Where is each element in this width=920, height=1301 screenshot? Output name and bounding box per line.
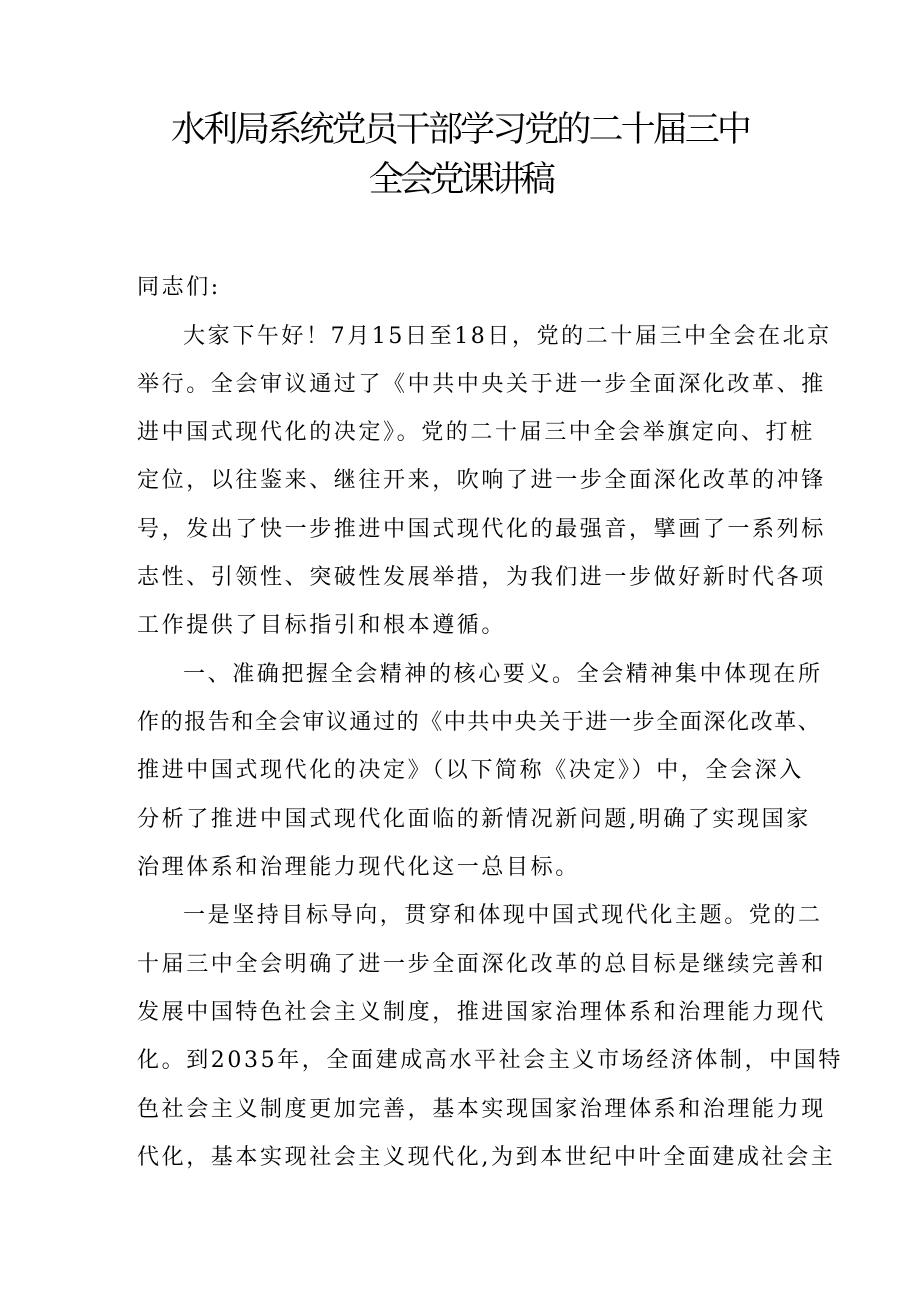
body-line-10: 推进中国式现代化的决定》（以下简称《决定》）中，全会深入 — [137, 758, 804, 783]
body-line-16: 化。到2035年，全面建成高水平社会主义市场经济体制，中国特 — [137, 1048, 843, 1073]
body-line-8: 一、准确把握全会精神的核心要义。全会精神集中体现在所 — [183, 662, 823, 687]
body-line-11: 分析了推进中国式现代化面临的新情况新问题,明确了实现国家 — [137, 807, 811, 832]
body-line-12: 治理体系和治理能力现代化这一总目标。 — [137, 855, 580, 880]
body-line-1: 大家下午好！7月15日至18日，党的二十届三中全会在北京 — [183, 324, 832, 349]
document-title-line-1: 水利局系统党员干部学习党的二十届三中 — [170, 110, 750, 150]
body-line-6: 志性、引领性、突破性发展举措，为我们进一步做好新时代各项 — [137, 565, 826, 590]
body-line-13: 一是坚持目标导向，贯穿和体现中国式现代化主题。党的二 — [183, 903, 823, 928]
body-line-14: 十届三中全会明确了进一步全面深化改革的总目标是继续完善和 — [137, 952, 826, 977]
body-line-17: 色社会主义制度更加完善，基本实现国家治理体系和治理能力现 — [137, 1097, 826, 1122]
body-line-15: 发展中国特色社会主义制度，推进国家治理体系和治理能力现代 — [137, 1000, 826, 1025]
body-line-18: 代化，基本实现社会主义现代化,为到本世纪中叶全面建成社会主 — [137, 1145, 836, 1170]
body-line-2: 举行。全会审议通过了《中共中央关于进一步全面深化改革、推 — [137, 372, 826, 397]
body-line-3: 进中国式现代化的决定》。党的二十届三中全会举旗定向、打桩 — [137, 420, 815, 445]
body-line-7: 工作提供了目标指引和根本遵循。 — [137, 613, 507, 638]
salutation: 同志们: — [137, 275, 221, 300]
body-line-5: 号，发出了快一步推进中国式现代化的最强音，擘画了一系列标 — [137, 517, 826, 542]
body-line-4: 定位，以往鉴来、继往开来，吹响了进一步全面深化改革的冲锋 — [137, 468, 826, 493]
document-title-line-2: 全会党课讲稿 — [368, 160, 552, 200]
body-line-9: 作的报告和全会审议通过的《中共中央关于进一步全面深化改革、 — [137, 710, 822, 735]
